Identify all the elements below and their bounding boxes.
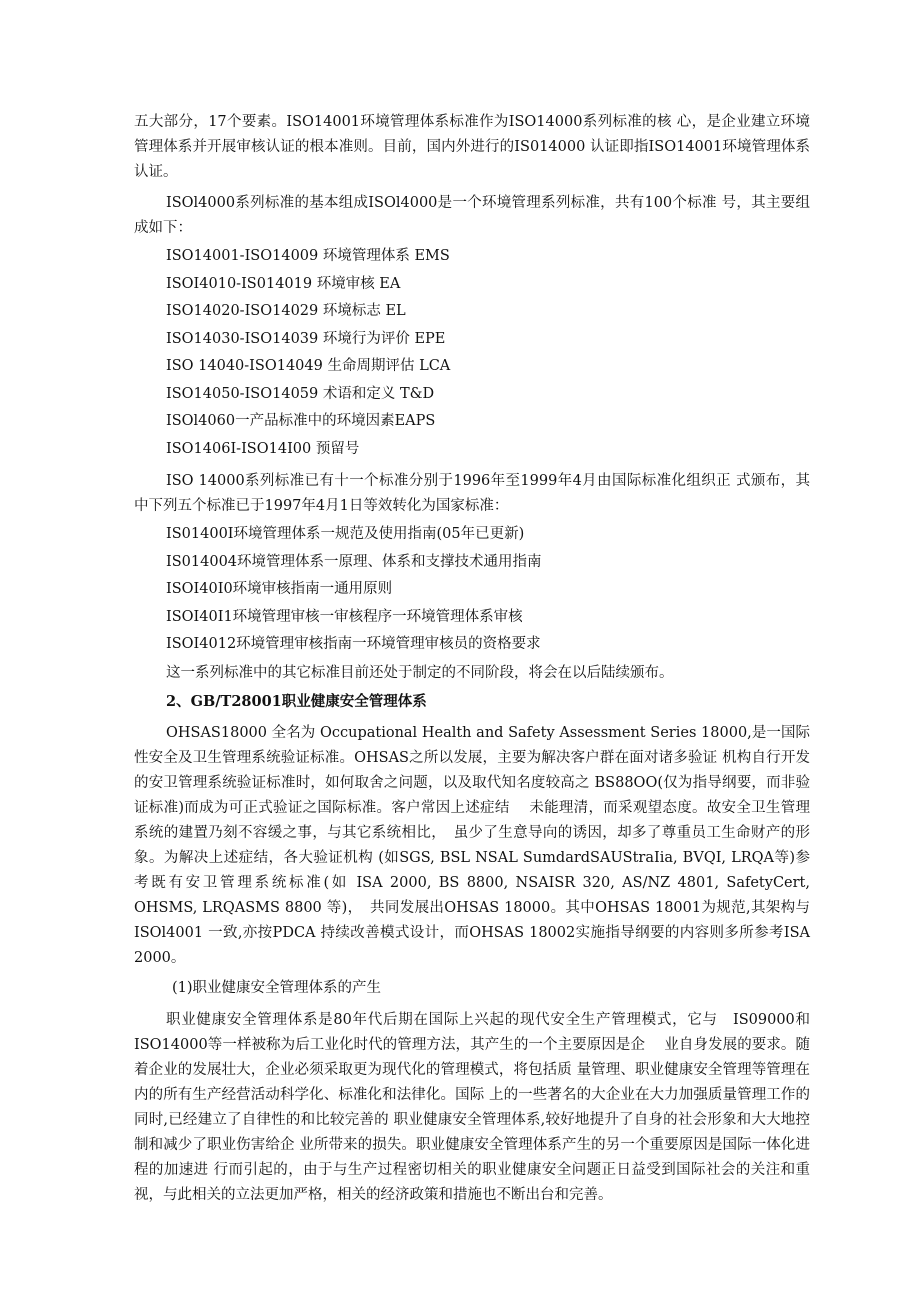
list-item: IS014004环境管理体系一原理、体系和支撑技术通用指南 [166,553,542,570]
list-item: ISOl4060一产品标准中的环境因素EAPS [166,413,436,429]
paragraph-iso14001-intro: 五大部分，17个要素。ISO14001环境管理体系标准作为ISO14000系列标准的核 心，是企业建立环境管理体系并开展审核认证的根本准则。目前，国内外进行的IS014000 认证即指ISO14001环境管理体系认证。 [134,114,810,180]
list-item: ISO1406I-ISO14I00 预留号 [166,440,360,457]
list-item: ISOI4012环境管理审核指南一环境管理审核员的资格要求 [166,636,541,652]
list-item: ISO14030-ISO14039 环境行为评价 EPE [166,330,446,347]
paragraph-other-standards: 这一系列标准中的其它标准目前还处于制定的不同阶段，将会在以后陆续颁布。 [166,664,674,681]
list-item: ISO14050-ISO14059 术语和定义 T&D [166,385,435,402]
paragraph-ohs-origin: 职业健康安全管理体系是80年代后期在国际上兴起的现代安全生产管理模式，它与 IS09000和ISO14000等一样被称为后工业化时代的管理方法，其产生的一个主要原因是企 业自身发展的要求。随着企业的发展壮大，企业必须采取更为现代化的管理模式，将包括质 量管理、职业健康安全管理等管理在内的所有生产经营活动科学化、标准化和法律化。国际 上的一些著名的大企业在大力加强质量管理工作的同时,已经建立了自律性的和比较完善的 职业健康安全管理体系,较好地提升了自身的社会形象和大大地控制和减少了职业伤害给企 业所带来的损失。职业健康安全管理体系产生的另一个重要原因是国际一体化进程的加速进 行而引起的，由于与生产过程密切相关的职业健康安全问题正日益受到国际社会的关注和重 视，与此相关的立法更加严格，相关的经济政策和措施也不断出台和完善。 [134,1011,810,1203]
list-item: ISO14020-ISO14029 环境标志 EL [166,303,406,319]
paragraph-eleven-standards: ISO 14000系列标准已有十一个标准分别于1996年至1999年4月由国际标准化组织正 式颁布，其中下列五个标准已于1997年4月1日等效转化为国家标准： [134,473,810,514]
national-standards-list [134,521,810,659]
list-item: IS01400I环境管理体系一规范及使用指南(05年已更新) [166,526,525,542]
list-item: ISO14001-ISO14009 环境管理体系 EMS [166,248,450,264]
paragraph-ohsas18000: OHSAS18000 全名为 Occupational Health and Safety Assessment Series 18000,是一国际 性安全及卫生管理系统验证标准。OHSAS之所以发展，主要为解决客户群在面对诸多验证 机构自行开发的安卫管理系统验证标准时，如何取舍之问题，以及取代知名度较高之 BS88OO(仅为指导纲要，而非验证标准)而成为可正式验证之国际标准。客户常因上述症结 未能理清，而采观望态度。故安全卫生管理系统的建置乃刻不容缓之事，与其它系统相比， 虽少了生意导向的诱因，却多了尊重员工生命财产的形象。为解决上述症结，各大验证机构 (如SGS, BSL NSAL SumdardSAUStraIia, BVQI, LRQA等)参考既有安卫管理系统标准(如 ISA 2000, BS 8800, NSAISR 320, AS/NZ 4801, SafetyCert, OHSMS, LRQASMS 8800 等)， 共同发展出OHSAS 18000。其中OHSAS 18001为规范,其架构与ISOl4001 一致,亦按PDCA 持续改善模式设计，而OHSAS 18002实施指导纲要的内容则多所参考ISA 2000。 [134,724,810,966]
list-item: ISO 14040-ISO14049 生命周期评估 LCA [166,358,451,374]
composition-list [134,243,810,463]
subsection-heading: (1)职业健康安全管理体系的产生 [172,979,382,996]
list-item: ISOI40I1环境管理审核一审核程序一环境管理体系审核 [166,608,523,625]
section-heading: 2、GB/T28001职业健康安全管理体系 [166,692,427,710]
paragraph-iso14000-composition: ISOl4000系列标准的基本组成ISOl4000是一个环境管理系列标准，共有100个标准 号，其主要组成如下： [134,195,810,236]
list-item: ISOI4010-IS014019 环境审核 EA [166,275,401,292]
list-item: ISOI40I0环境审核指南一通用原则 [166,581,393,597]
document-page [134,110,810,1208]
